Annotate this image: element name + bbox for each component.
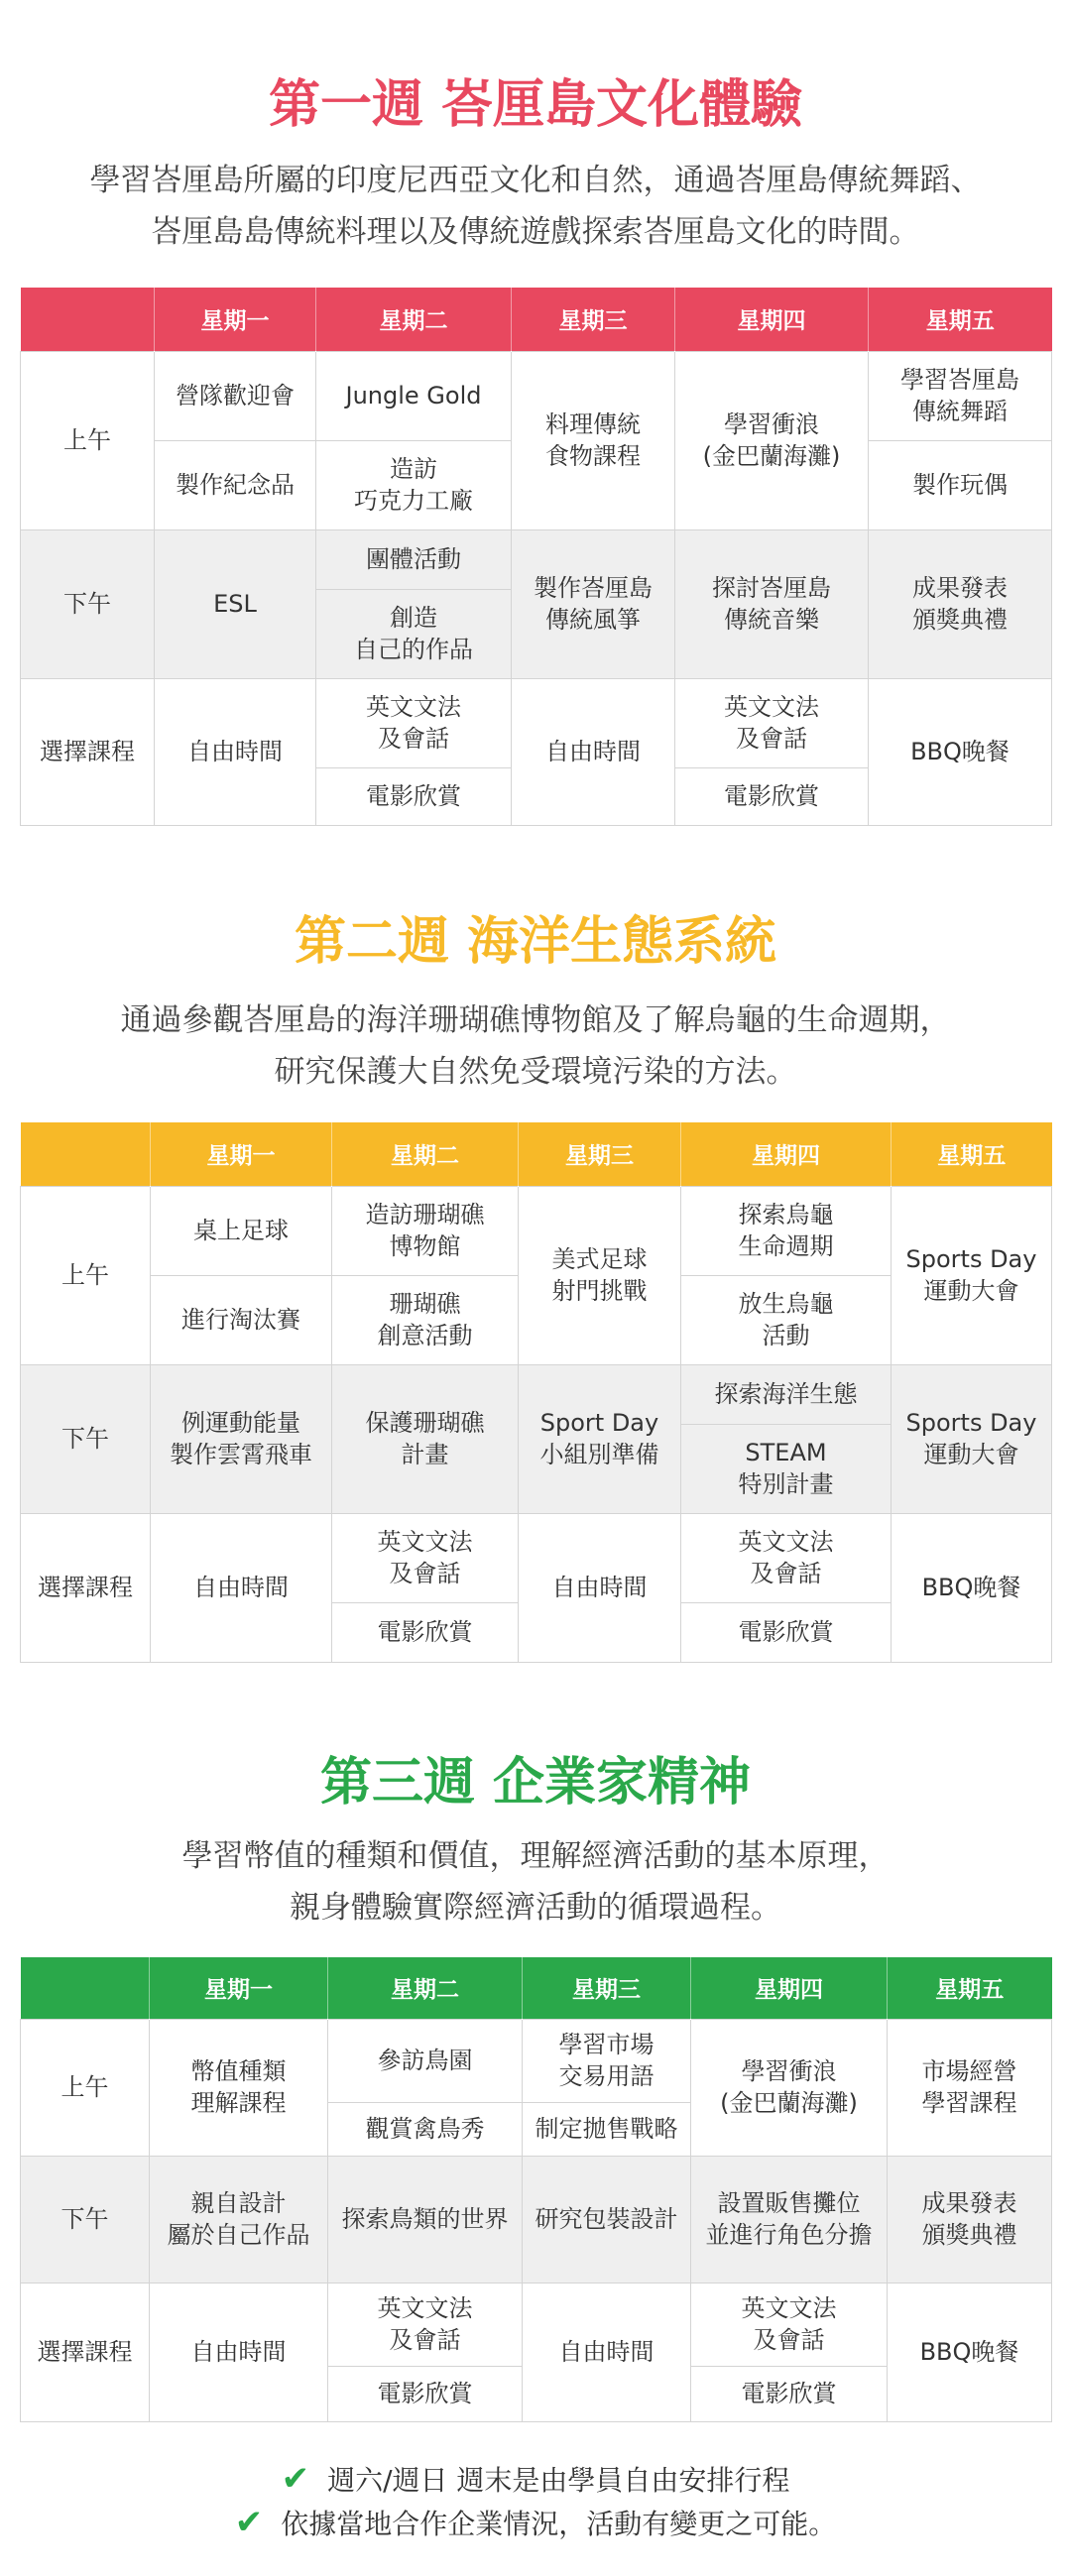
week1-desc-line2: 峇厘島島傳統料理以及傳統遊戲探索峇厘島文化的時間。 (151, 214, 920, 250)
header-friday: 星期五 (869, 288, 1052, 351)
cell: 電影欣賞 (681, 1602, 892, 1662)
header-empty (21, 1122, 151, 1186)
week3-desc-line1: 學習幣值的種類和價值，理解經濟活動的基本原理， (181, 1838, 890, 1874)
header-tuesday: 星期二 (316, 288, 512, 351)
row-label-am: 上午 (21, 2019, 150, 2156)
note-weekend-text: 週六/週日 週末是由學員自由安排行程 (327, 2464, 790, 2497)
cell: 自由時間 (523, 2283, 691, 2421)
note-changes (0, 2501, 1071, 2544)
cell: ESL (155, 529, 316, 678)
header-friday: 星期五 (888, 1957, 1052, 2019)
week1-elective-row-1 (21, 678, 1052, 767)
header-thursday: 星期四 (681, 1122, 892, 1186)
cell: 幣值種類 理解課程 (150, 2019, 328, 2156)
cell: 市場經營 學習課程 (888, 2019, 1052, 2156)
week1-desc-line1: 學習峇厘島所屬的印度尼西亞文化和自然，通過峇厘島傳統舞蹈、 (89, 163, 982, 198)
row-label-elective: 選擇課程 (21, 1513, 151, 1662)
week1-schedule-table (20, 288, 1052, 826)
cell: 探索海洋生態 (681, 1364, 892, 1424)
header-wednesday: 星期三 (512, 288, 675, 351)
cell: 製作紀念品 (155, 440, 316, 529)
cell: BBQ晚餐 (888, 2283, 1052, 2421)
cell: BBQ晚餐 (869, 678, 1052, 825)
header-thursday: 星期四 (675, 288, 869, 351)
week3-schedule-table (20, 1957, 1052, 2422)
week3-title: 第三週 企業家精神 (319, 1753, 752, 1813)
cell: 自由時間 (151, 1513, 332, 1662)
cell: Sports Day 運動大會 (892, 1186, 1052, 1364)
cell: 探討峇厘島 傳統音樂 (675, 529, 869, 678)
cell: 例運動能量 製作雲霄飛車 (151, 1364, 332, 1513)
note-changes-text: 依據當地合作企業情況，活動有變更之可能。 (281, 2508, 837, 2540)
week2-schedule-table (20, 1122, 1052, 1663)
week3-description (20, 1830, 1051, 1933)
cell: 美式足球 射門挑戰 (519, 1186, 681, 1364)
cell: 料理傳統 食物課程 (512, 351, 675, 529)
cell: 營隊歡迎會 (155, 351, 316, 440)
cell: 英文文法 及會話 (681, 1513, 892, 1602)
header-thursday: 星期四 (691, 1957, 888, 2019)
cell: 造訪 巧克力工廠 (316, 440, 512, 529)
row-label-pm: 下午 (21, 2156, 150, 2283)
cell: 英文文法 及會話 (332, 1513, 519, 1602)
cell: 自由時間 (519, 1513, 681, 1662)
cell: 自由時間 (150, 2283, 328, 2421)
cell: 英文文法 及會話 (691, 2283, 888, 2366)
week1-description (20, 155, 1051, 258)
cell: 學習衝浪 (金巴蘭海灘) (691, 2019, 888, 2156)
header-monday: 星期一 (150, 1957, 328, 2019)
week2-am-row-1 (21, 1186, 1052, 1275)
footer-notes (0, 2457, 1071, 2544)
cell: BBQ晚餐 (892, 1513, 1052, 1662)
cell: 自由時間 (155, 678, 316, 825)
cell: 親自設計 屬於自己作品 (150, 2156, 328, 2283)
cell: Jungle Gold (316, 351, 512, 440)
week3-header-row (21, 1957, 1052, 2019)
check-icon: ✔ (281, 2459, 310, 2499)
week2-title: 第二週 海洋生態系統 (294, 912, 777, 972)
header-tuesday: 星期二 (328, 1957, 523, 2019)
cell: 學習峇厘島 傳統舞蹈 (869, 351, 1052, 440)
cell: 放生烏龜 活動 (681, 1275, 892, 1364)
cell: 電影欣賞 (316, 767, 512, 825)
cell: 創造 自己的作品 (316, 589, 512, 678)
week1-pm-row-1 (21, 529, 1052, 589)
cell: 英文文法 及會話 (328, 2283, 523, 2366)
cell: 參訪鳥園 (328, 2019, 523, 2102)
cell: 團體活動 (316, 529, 512, 589)
week3-pm-row (21, 2156, 1052, 2283)
cell: 制定拋售戰略 (523, 2102, 691, 2156)
header-friday: 星期五 (892, 1122, 1052, 1186)
week1-header-row (21, 288, 1052, 351)
cell: 設置販售攤位 並進行角色分擔 (691, 2156, 888, 2283)
row-label-am: 上午 (21, 351, 155, 529)
cell: 觀賞禽鳥秀 (328, 2102, 523, 2156)
cell: 英文文法 及會話 (316, 678, 512, 767)
cell: 進行淘汰賽 (151, 1275, 332, 1364)
row-label-elective: 選擇課程 (21, 678, 155, 825)
cell: 自由時間 (512, 678, 675, 825)
cell: 學習市場 交易用語 (523, 2019, 691, 2102)
cell: 桌上足球 (151, 1186, 332, 1275)
week1-title: 第一週 峇厘島文化體驗 (268, 75, 803, 135)
week1-am-row-1 (21, 351, 1052, 440)
header-wednesday: 星期三 (523, 1957, 691, 2019)
cell: Sports Day 運動大會 (892, 1364, 1052, 1513)
cell: 學習衝浪 (金巴蘭海灘) (675, 351, 869, 529)
week2-desc-line2: 研究保護大自然免受環境污染的方法。 (274, 1054, 797, 1090)
header-empty (21, 288, 155, 351)
cell: 電影欣賞 (691, 2366, 888, 2421)
note-weekend (0, 2457, 1071, 2501)
week2-elective-row-1 (21, 1513, 1052, 1602)
row-label-pm: 下午 (21, 1364, 151, 1513)
cell: 探索鳥類的世界 (328, 2156, 523, 2283)
cell: 探索烏龜 生命週期 (681, 1186, 892, 1275)
week3-desc-line2: 親身體驗實際經濟活動的循環過程。 (290, 1890, 781, 1926)
header-monday: 星期一 (155, 288, 316, 351)
header-empty (21, 1957, 150, 2019)
cell: Sport Day 小組別準備 (519, 1364, 681, 1513)
row-label-pm: 下午 (21, 529, 155, 678)
cell: 電影欣賞 (328, 2366, 523, 2421)
header-wednesday: 星期三 (519, 1122, 681, 1186)
cell: 製作峇厘島 傳統風箏 (512, 529, 675, 678)
header-monday: 星期一 (151, 1122, 332, 1186)
check-icon: ✔ (234, 2503, 264, 2542)
row-label-am: 上午 (21, 1186, 151, 1364)
week3-elective-row-1 (21, 2283, 1052, 2366)
header-tuesday: 星期二 (332, 1122, 519, 1186)
cell: 珊瑚礁 創意活動 (332, 1275, 519, 1364)
cell: 造訪珊瑚礁 博物館 (332, 1186, 519, 1275)
cell: 製作玩偶 (869, 440, 1052, 529)
cell: 電影欣賞 (675, 767, 869, 825)
week2-header-row (21, 1122, 1052, 1186)
cell: 電影欣賞 (332, 1602, 519, 1662)
week2-desc-line1: 通過參觀峇厘島的海洋珊瑚礁博物館及了解烏龜的生命週期， (120, 1002, 951, 1038)
cell: 成果發表 頒獎典禮 (869, 529, 1052, 678)
cell: 研究包裝設計 (523, 2156, 691, 2283)
cell: 保護珊瑚礁 計畫 (332, 1364, 519, 1513)
week2-description (20, 995, 1051, 1098)
row-label-elective: 選擇課程 (21, 2283, 150, 2421)
cell: 英文文法 及會話 (675, 678, 869, 767)
cell: 成果發表 頒獎典禮 (888, 2156, 1052, 2283)
cell: STEAM 特別計畫 (681, 1424, 892, 1513)
week2-pm-row-1 (21, 1364, 1052, 1424)
week3-am-row-1 (21, 2019, 1052, 2102)
